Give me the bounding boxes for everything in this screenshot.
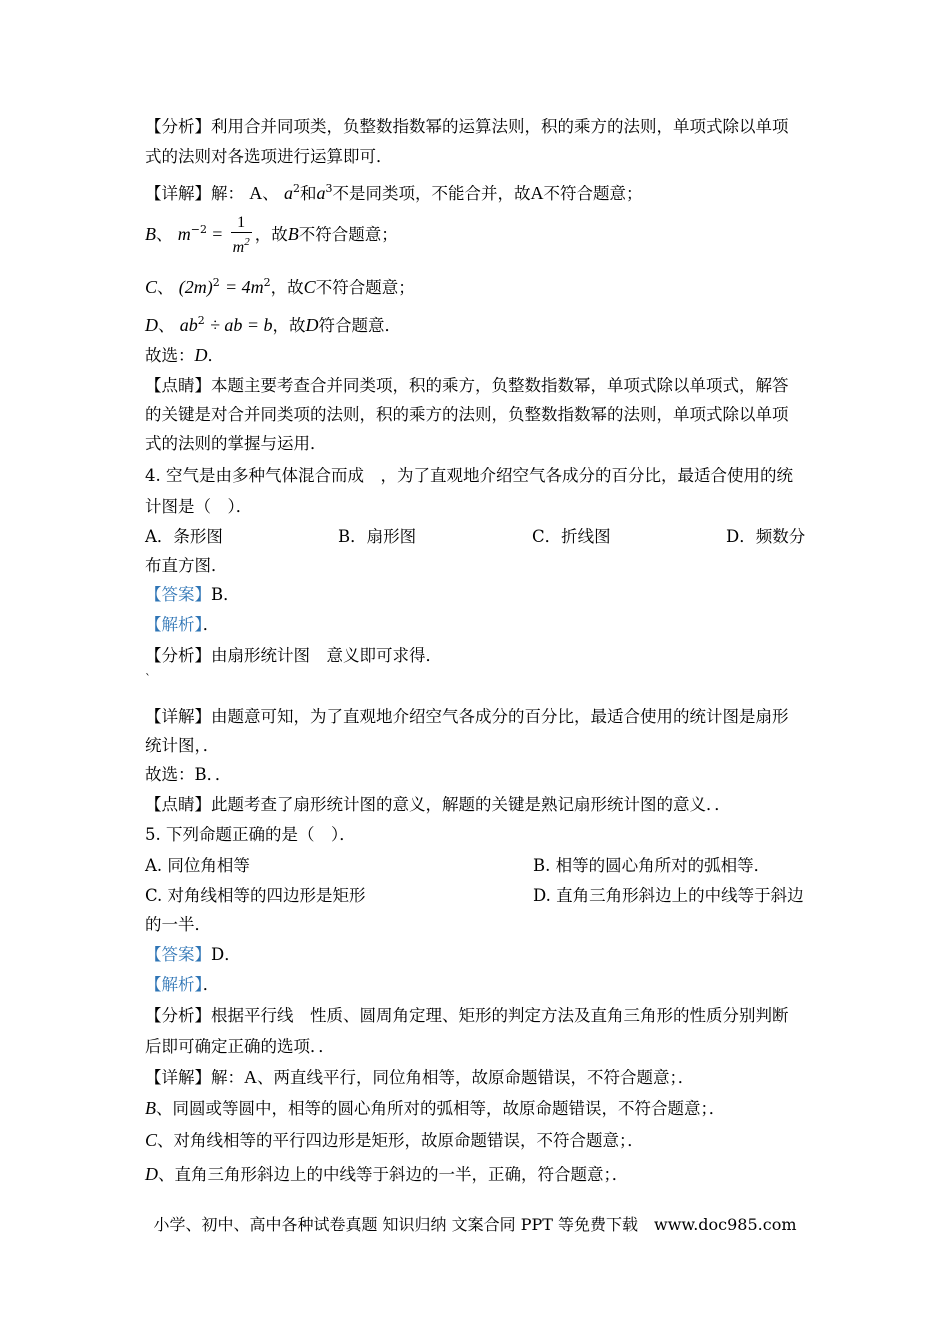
page-footer: 小学、初中、高中各种试卷真题 知识归纳 文案合同 PPT 等免费下载 www.doc985.com xyxy=(153,1215,797,1234)
q5-stem: 5. 下列命题正确的是（ ）． xyxy=(145,825,356,844)
q5-option-a: A. 同位角相等 xyxy=(145,856,250,875)
q4-option-c: C．折线图 xyxy=(532,527,611,546)
q5-detail-d: D、直角三角形斜边上的中线等于斜边的一半，正确，符合题意；． xyxy=(145,1164,629,1184)
q5-detail-c: C、对角线相等的平行四边形是矩形，故原命题错误，不符合题意；． xyxy=(145,1130,644,1150)
q4-choose: 故选：B．． xyxy=(145,765,232,784)
q4-answer: 【答案】B． xyxy=(145,585,240,604)
q4-jiexi: 【解析】． xyxy=(145,615,220,634)
q5-analysis-line-2: 后即可确定正确的选项．． xyxy=(145,1037,335,1056)
q5-option-d-cont: 的一半． xyxy=(145,915,211,934)
q5-option-b: B. 相等的圆心角所对的弧相等． xyxy=(533,856,771,875)
q4-option-b: B．扇形图 xyxy=(338,527,417,546)
q4-analysis: 【分析】由扇形统计图 意义即可求得． xyxy=(145,646,442,665)
q3-detail-b: B、 $m^{-2}$ = $\frac{1}{m^2}$ ，故B不符合题意； xyxy=(145,214,398,256)
q3-analysis-line-2: 式的法则对各选项进行运算即可． xyxy=(145,147,393,166)
fraction: $\frac{1}{m^2}$ xyxy=(232,214,250,256)
q4-comment: 【点睛】此题考查了扇形统计图的意义，解题的关键是熟记扇形统计图的意义．． xyxy=(145,795,731,814)
q3-detail-a: 【详解】解： A、 $a^2$和$a^3$不是同类项，不能合并，故A不符合题意； xyxy=(145,182,643,203)
q3-comment-line-2: 的关键是对合并同类项的法则，积的乘方的法则，负整数指数幂的法则，单项式除以单项 xyxy=(145,405,789,424)
q3-comment-line-3: 式的法则的掌握与运用． xyxy=(145,434,327,453)
q4-option-a: A．条形图 xyxy=(145,527,223,546)
q4-detail-line-2: 统计图，． xyxy=(145,736,220,755)
q4-stem-line-2: 计图是（ ）． xyxy=(145,497,253,516)
q4-stem-line-1: 4. 空气是由多种气体混合而成 ，为了直观地介绍空气各成分的百分比，最适合使用的统 xyxy=(145,466,793,485)
q5-jiexi: 【解析】． xyxy=(145,975,220,994)
stray-mark: ˋ xyxy=(145,672,151,686)
q5-answer: 【答案】D． xyxy=(145,945,241,964)
q4-detail-line-1: 【详解】由题意可知，为了直观地介绍空气各成分的百分比，最适合使用的统计图是扇形 xyxy=(145,707,789,726)
q5-option-d: D. 直角三角形斜边上的中线等于斜边 xyxy=(533,886,804,905)
q4-option-d-cont: 布直方图． xyxy=(145,556,228,575)
q3-detail-d: D、 $ab^2$ ÷ ab = b，故D符合题意． xyxy=(145,314,402,335)
q4-option-d: D．频数分 xyxy=(726,527,806,546)
q5-detail-b: B、同圆或等圆中，相等的圆心角所对的弧相等，故原命题错误，不符合题意；． xyxy=(145,1098,726,1118)
q3-choose: 故选：D． xyxy=(145,345,224,365)
q5-option-c: C. 对角线相等的四边形是矩形 xyxy=(145,886,366,905)
q5-analysis-line-1: 【分析】根据平行线 性质、圆周角定理、矩形的判定方法及直角三角形的性质分别判断 xyxy=(145,1006,789,1025)
q5-detail-a: 【详解】解：A、两直线平行，同位角相等，故原命题错误，不符合题意；． xyxy=(145,1067,695,1087)
q3-comment-line-1: 【点睛】本题主要考查合并同类项，积的乘方，负整数指数幂，单项式除以单项式，解答 xyxy=(145,376,789,395)
q3-analysis-line-1: 【分析】利用合并同项类，负整数指数幂的运算法则，积的乘方的法则，单项式除以单项 xyxy=(145,117,789,136)
q3-detail-c: C、 $(2m)^2 = 4m^2$，故C不符合题意； xyxy=(145,276,415,297)
